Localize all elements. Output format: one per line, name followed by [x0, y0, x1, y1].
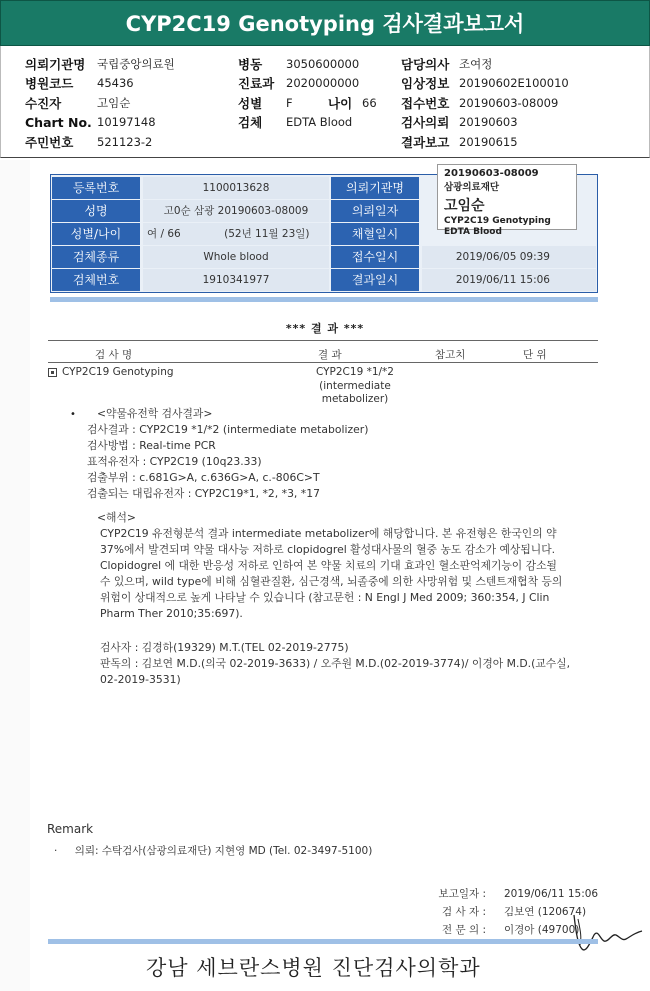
divider: [48, 340, 598, 341]
header-key: 담당의사: [401, 56, 450, 72]
col-header-unit: 단 위: [523, 349, 547, 361]
header-value: F: [286, 95, 293, 110]
header-value: 66: [362, 95, 377, 110]
header-row: [238, 54, 377, 74]
header-value: 20190603-08009: [459, 95, 559, 110]
info-label: 등록번호: [52, 177, 140, 199]
header-value: 2020000000: [286, 76, 360, 91]
pgx-line: 검출부위 : c.681G>A, c.636G>A, c.-806C>T: [87, 471, 320, 484]
scanned-report-page: [0, 160, 650, 991]
header-key: 주민번호: [25, 134, 74, 150]
info-label: 성별/나이: [52, 223, 140, 245]
results-heading: *** 결 과 ***: [285, 322, 365, 335]
info-label: 의뢰일자: [331, 200, 419, 222]
info-label: 접수일시: [331, 246, 419, 268]
header-row: [25, 74, 175, 94]
header-key: 의뢰기관명: [25, 56, 86, 72]
interpretation-line: CYP2C19 유전형분석 결과 intermediate metabolizer에 해당합니다. 본 유전형은 한국인의 약: [100, 527, 557, 540]
footer-divider: [48, 939, 598, 944]
pgx-line: 검사결과 : CYP2C19 *1/*2 (intermediate metabolizer): [87, 423, 369, 436]
info-value: 2019/06/05 09:39: [422, 246, 596, 268]
header-value: 45436: [97, 76, 134, 91]
header-row: [401, 74, 569, 94]
examiner-line: 검사자 : 김경하(19329) M.T.(TEL 02-2019-2775): [100, 641, 349, 654]
header-value: 521123-2: [97, 134, 153, 149]
header-row: [401, 54, 569, 74]
col-header-result: 결 과: [318, 349, 342, 361]
info-label: 검체번호: [52, 269, 140, 291]
header-key: 나이: [328, 95, 353, 111]
signature-mark: [568, 905, 648, 960]
test-row: [48, 366, 174, 378]
info-label: 채혈일시: [331, 223, 419, 245]
header-key: 검사의뢰: [401, 115, 450, 131]
col-header-test: 검 사 명: [95, 349, 133, 361]
header-row: [238, 93, 377, 113]
page-margin: [0, 160, 30, 991]
pgx-heading: <약물유전학 검사결과>: [97, 407, 213, 420]
info-value: 2019/06/11 15:06: [422, 269, 596, 291]
info-value: 1100013628: [143, 177, 329, 199]
signoff-value: 김보연 (120674): [504, 906, 587, 918]
info-label: 결과일시: [331, 269, 419, 291]
header-value: 고임순: [97, 95, 131, 110]
header-value: 국립중앙의료원: [97, 56, 175, 71]
header-value: 3050600000: [286, 56, 360, 71]
interpretation-line: 위험이 상대적으로 높게 나타날 수 있습니다 (참고문헌 : N Engl J Med 2009; 360:354, J Clin: [100, 591, 550, 604]
signoff-key: 보고일자 :: [438, 888, 486, 900]
sticker-accession: 20190603-08009: [444, 168, 539, 179]
sticker-patient-name: 고임순: [444, 198, 485, 214]
signoff-value: 이경아 (49700): [504, 924, 580, 936]
department-name: 강남 세브란스병원 진단검사의학과: [146, 956, 481, 980]
signoff-row: [412, 886, 598, 901]
header-row: [25, 93, 175, 113]
header-row: [25, 54, 175, 74]
header-key: 결과보고: [401, 134, 450, 150]
remark-item: [54, 843, 372, 858]
sticker-specimen: EDTA Blood: [444, 227, 502, 237]
result-line: CYP2C19 *1/*2: [315, 366, 394, 378]
pgx-line: 검출되는 대립유전자 : CYP2C19*1, *2, *3, *17: [87, 487, 320, 500]
sticker-lab: 삼광의료재단: [444, 182, 500, 193]
test-name: CYP2C19 Genotyping: [62, 366, 174, 378]
header-row: [238, 74, 377, 94]
sticker-test: CYP2C19 Genotyping: [444, 216, 551, 226]
specimen-label-sticker: [437, 164, 577, 237]
header-row: [25, 113, 175, 133]
signoff-row: [412, 922, 579, 937]
signoff-key: 검 사 자 :: [442, 906, 486, 918]
header-row: [401, 93, 569, 113]
header-col-report: [401, 54, 569, 152]
header-value: 10197148: [97, 115, 156, 130]
examiner-line: 02-2019-3531): [100, 673, 181, 686]
remark-title: Remark: [47, 822, 94, 836]
header-value: 20190602E100010: [459, 76, 569, 91]
header-key: 임상정보: [401, 76, 450, 92]
header-value: EDTA Blood: [286, 115, 353, 130]
divider: [50, 297, 598, 302]
signoff-row: [412, 904, 586, 919]
header-key: 병동: [238, 56, 263, 72]
header-col-patient: [25, 54, 175, 152]
header-value: 20190603: [459, 115, 518, 130]
result-line: metabolizer): [321, 393, 389, 405]
signoff-key: 전 문 의 :: [442, 924, 486, 936]
examiner-line: 판독의 : 김보연 M.D.(의국 02-2019-3633) / 오주원 M.D.(02-2019-3774)/ 이경아 M.D.(교수실,: [100, 657, 571, 670]
pgx-line: 검사방법 : Real-time PCR: [87, 439, 216, 452]
pgx-line: 표적유전자 : CYP2C19 (10q23.33): [87, 455, 262, 468]
bullet-icon: ·: [54, 845, 58, 857]
divider: [48, 362, 598, 363]
info-label: 의뢰기관명: [331, 177, 419, 199]
header-key: 진료과: [238, 76, 275, 92]
col-header-reference: 참고치: [435, 349, 466, 361]
test-result: [300, 366, 410, 407]
checkbox-icon: [48, 368, 57, 377]
info-label: 성명: [52, 200, 140, 222]
header-row: [25, 132, 175, 152]
header-col-ward: [238, 54, 377, 132]
remark-text: 의뢰: 수탁검사(삼광의료재단) 지현영 MD (Tel. 02-3497-5100): [74, 845, 373, 857]
interpretation-line: 37%에서 발견되며 약물 대사능 저하로 clopidogrel 활성대사물의 혈중 농도 감소가 예상됩니다.: [100, 543, 556, 556]
info-value: 여 / 66 (52년 11월 23일): [143, 223, 329, 245]
header-value: 조여정: [459, 56, 493, 71]
patient-header: [0, 46, 650, 158]
report-title: CYP2C19 Genotyping 검사결과보고서: [0, 0, 650, 46]
header-value: 20190615: [459, 134, 518, 149]
header-row: [238, 113, 377, 133]
interpretation-heading: <해석>: [97, 511, 136, 524]
header-key: 성별: [238, 95, 263, 111]
header-key: 검체: [238, 115, 263, 131]
info-value: Whole blood: [143, 246, 329, 268]
header-row: [401, 132, 569, 152]
header-key: 접수번호: [401, 95, 450, 111]
header-key: 병원코드: [25, 76, 74, 92]
interpretation-line: Pharm Ther 2010;35:697).: [100, 607, 243, 620]
bullet-icon: •: [70, 409, 76, 420]
header-key: 수진자: [25, 95, 62, 111]
interpretation-line: Clopidogrel 에 대한 반응성 저하로 인하여 본 약물 치료의 기대 효과인 혈소판억제기능이 감소될: [100, 559, 557, 572]
result-line: (intermediate: [319, 379, 391, 392]
interpretation-line: 수 있으며, wild type에 비해 심혈관질환, 심근경색, 뇌졸중에 의한 사망위험 및 스텐트재협착 등의: [100, 575, 563, 588]
info-label: 검체종류: [52, 246, 140, 268]
info-value: 고0순 삼광 20190603-08009: [143, 200, 329, 222]
info-value: 1910341977: [143, 269, 329, 291]
header-row: [401, 113, 569, 133]
signoff-value: 2019/06/11 15:06: [504, 888, 599, 900]
header-key: Chart No.: [25, 114, 92, 130]
